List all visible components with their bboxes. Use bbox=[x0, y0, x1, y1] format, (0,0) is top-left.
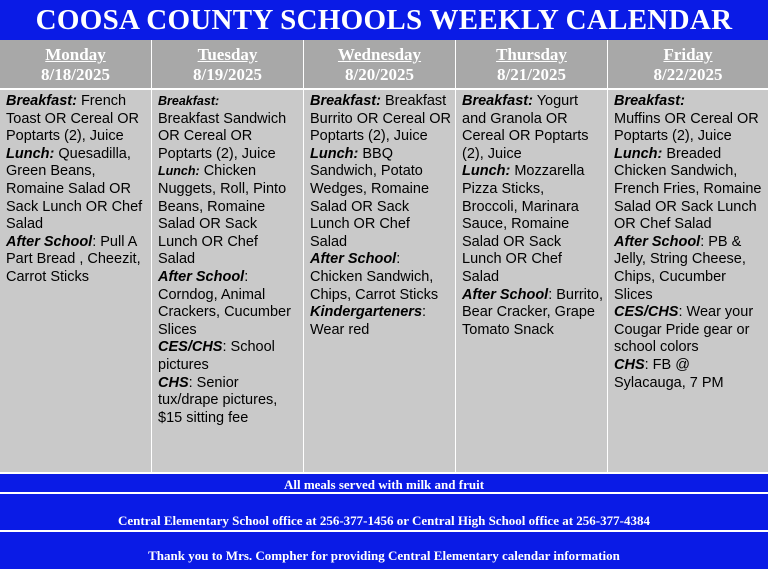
office-contacts: Central Elementary School office at 256-377-1456 or Central High School office at 256-377-4384 bbox=[0, 493, 768, 530]
entry-text-ces-chs: : Wear your Cougar Pride gear or school colors bbox=[614, 304, 754, 356]
entry-label-lunch: Lunch: bbox=[614, 145, 663, 162]
entry-label-lunch: Lunch: bbox=[462, 163, 511, 180]
entry-label-after-school: After School bbox=[462, 286, 549, 303]
entry-label-lunch: Lunch: bbox=[310, 145, 359, 162]
entry-label-chs: CHS bbox=[614, 356, 645, 373]
entry-text-after-school: : Pull A Part Bread , Cheezit, Carrot Sticks bbox=[6, 233, 141, 285]
meals-note: All meals served with milk and fruit bbox=[0, 474, 768, 492]
entry-text-after-school: : PB & Jelly, String Cheese, Chips, Cucumber Slices bbox=[614, 233, 746, 303]
day-column-thursday bbox=[456, 40, 608, 472]
day-menu bbox=[456, 90, 607, 472]
entry-text-lunch: BBQ Sandwich, Potato Wedges, Romaine Salad OR Sack Lunch OR Chef Salad bbox=[310, 145, 430, 250]
day-date: 8/18/2025 bbox=[41, 65, 110, 84]
weekly-calendar-grid bbox=[0, 40, 768, 472]
day-menu bbox=[608, 90, 768, 472]
day-column-tuesday bbox=[152, 40, 304, 472]
entry-text-chs: : Senior tux/drape pictures, $15 sitting fee bbox=[158, 374, 278, 426]
day-name: Monday bbox=[45, 45, 106, 64]
day-menu bbox=[0, 90, 151, 472]
calendar-title: COOSA COUNTY SCHOOLS WEEKLY CALENDAR bbox=[0, 0, 768, 40]
day-date: 8/20/2025 bbox=[345, 65, 414, 84]
entry-text-lunch: Breaded Chicken Sandwich, French Fries, Romaine Salad OR Sack Lunch OR Chef Salad bbox=[614, 145, 762, 233]
day-date: 8/19/2025 bbox=[193, 65, 262, 84]
entry-label-breakfast: Breakfast: bbox=[462, 93, 533, 109]
entry-text-after-school: : Burrito, Bear Cracker, Grape Tomato Snack bbox=[462, 286, 603, 338]
day-date: 8/22/2025 bbox=[653, 65, 723, 84]
entry-text-after-school: : Corndog, Animal Crackers, Cucumber Slices bbox=[158, 268, 291, 338]
day-column-friday bbox=[608, 40, 768, 472]
thanks-note: Thank you to Mrs. Compher for providing Central Elementary calendar information bbox=[0, 531, 768, 569]
day-column-wednesday bbox=[304, 40, 456, 472]
entry-label-lunch: Lunch: bbox=[158, 164, 200, 179]
day-menu bbox=[304, 90, 455, 472]
day-name: Thursday bbox=[496, 45, 567, 64]
entry-text-lunch: Quesadilla, Green Beans, Romaine Salad OR Sack Lunch OR Chef Salad bbox=[6, 145, 143, 233]
entry-text-breakfast: French Toast OR Cereal OR Poptarts (2), Juice bbox=[6, 93, 139, 145]
day-menu bbox=[152, 90, 303, 472]
entry-label-kindergarteners: Kindergarteners bbox=[310, 304, 423, 321]
entry-text-breakfast: Muffins OR Cereal OR Poptarts (2), Juice bbox=[614, 110, 759, 145]
day-column-monday bbox=[0, 40, 152, 472]
entry-label-after-school: After School bbox=[158, 268, 245, 285]
day-date: 8/21/2025 bbox=[497, 65, 566, 84]
entry-label-breakfast: Breakfast: bbox=[6, 93, 77, 109]
day-name: Tuesday bbox=[197, 45, 258, 64]
day-header bbox=[152, 40, 303, 90]
entry-text-lunch: Chicken Nuggets, Roll, Pinto Beans, Romaine Salad OR Sack Lunch OR Chef Salad bbox=[158, 163, 287, 268]
entry-label-after-school: After School bbox=[614, 233, 701, 250]
entry-label-chs: CHS bbox=[158, 374, 189, 391]
entry-label-ces-chs: CES/CHS bbox=[158, 339, 223, 356]
day-header bbox=[456, 40, 607, 90]
entry-label-breakfast: Breakfast: bbox=[310, 93, 381, 109]
entry-label-breakfast: Breakfast: bbox=[158, 94, 220, 108]
entry-text-lunch: Mozzarella Pizza Sticks, Broccoli, Marinara Sauce, Romaine Salad OR Sack Lunch OR Chef Salad bbox=[462, 163, 585, 285]
entry-label-after-school: After School bbox=[6, 233, 93, 250]
entry-text-breakfast: Breakfast Sandwich OR Cereal OR Poptarts (2), Juice bbox=[158, 110, 287, 162]
day-header bbox=[304, 40, 455, 90]
entry-text-ces-chs: : School pictures bbox=[158, 339, 275, 373]
entry-text-after-school: : Chicken Sandwich, Chips, Carrot Sticks bbox=[310, 251, 439, 303]
entry-label-ces-chs: CES/CHS bbox=[614, 304, 679, 321]
entry-text-kindergarteners: : Wear red bbox=[310, 304, 427, 338]
entry-label-breakfast: Breakfast: bbox=[614, 93, 685, 109]
entry-label-lunch: Lunch: bbox=[6, 145, 55, 162]
entry-text-breakfast: Breakfast Burrito OR Cereal OR Poptarts (2), Juice bbox=[310, 93, 452, 145]
entry-text-chs: : FB @ Sylacauga, 7 PM bbox=[614, 356, 724, 391]
day-header bbox=[0, 40, 151, 90]
day-name: Wednesday bbox=[337, 45, 422, 64]
entry-text-breakfast: Yogurt and Granola OR Cereal OR Poptarts (2), Juice bbox=[462, 93, 589, 162]
entry-label-after-school: After School bbox=[310, 251, 397, 268]
day-name: Friday bbox=[663, 45, 713, 64]
day-header bbox=[608, 40, 768, 90]
